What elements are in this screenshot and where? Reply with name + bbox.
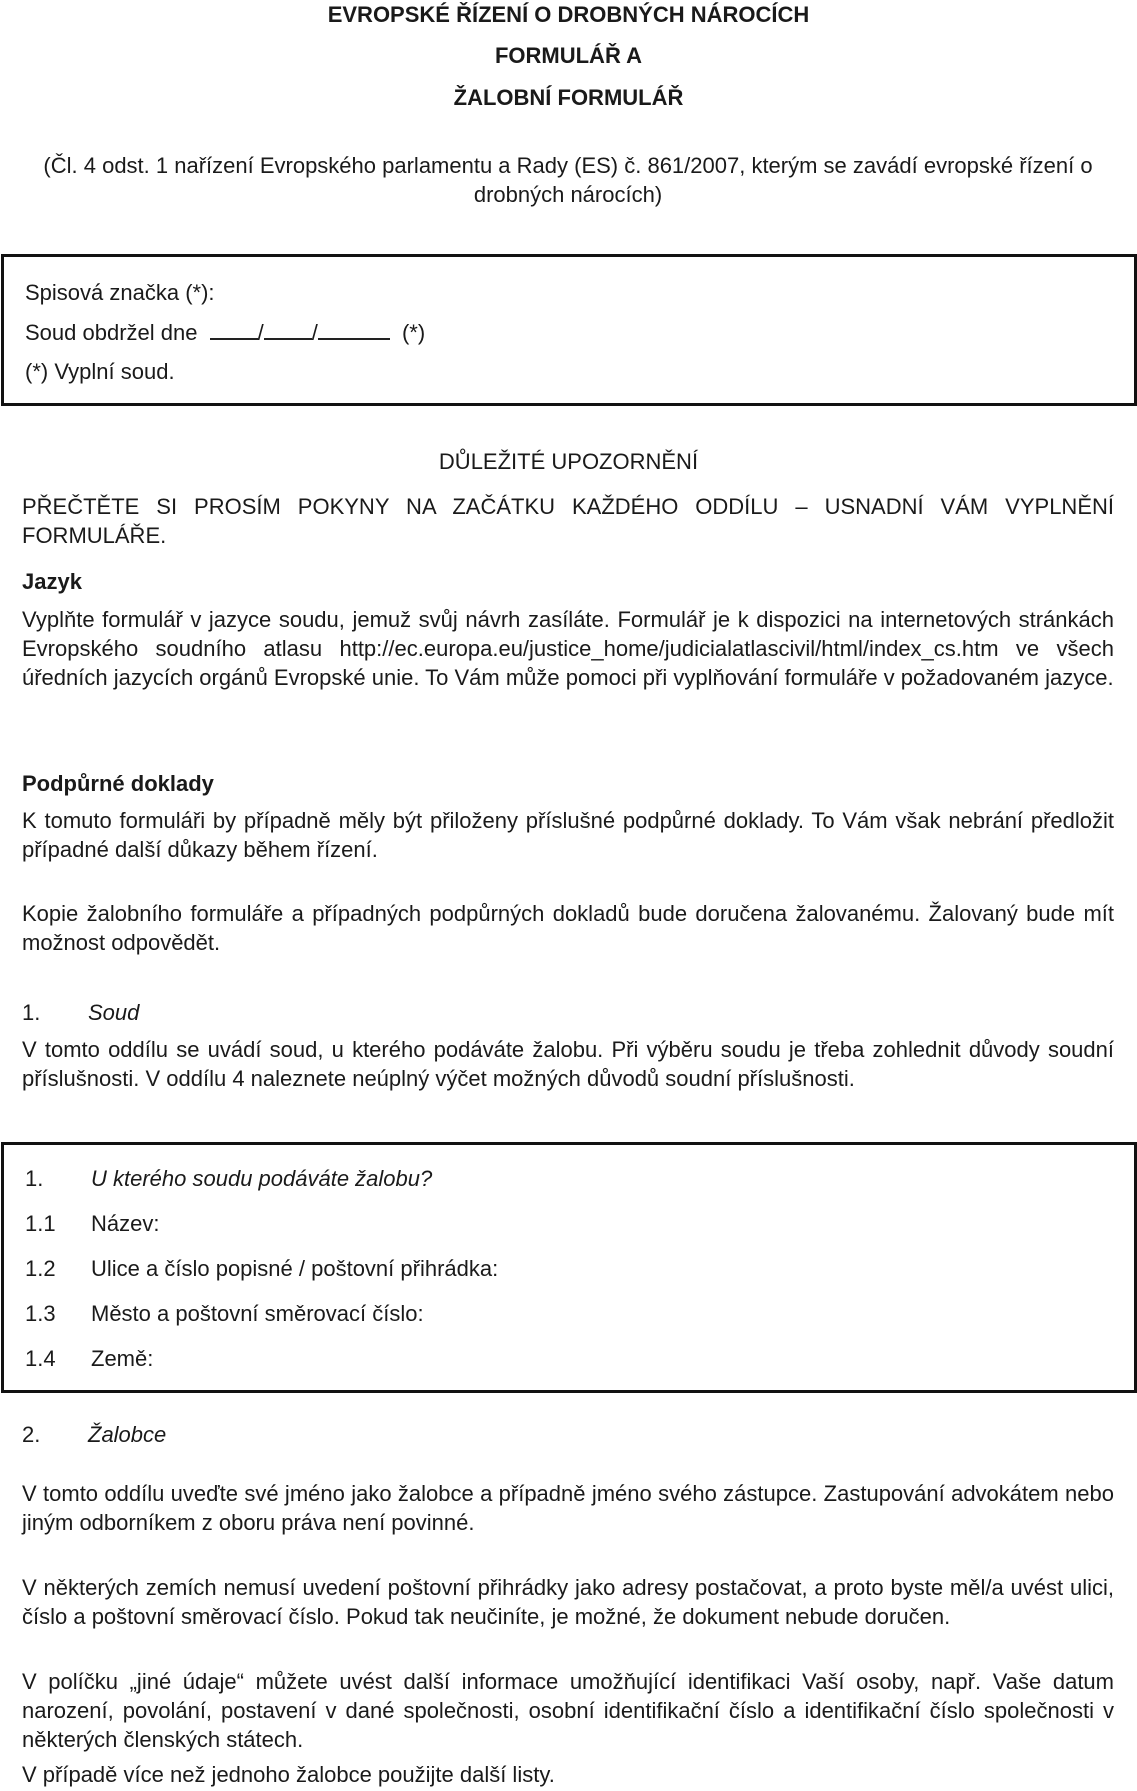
section1-number: 1. <box>22 1000 41 1025</box>
notice-text: PŘEČTĚTE SI PROSÍM POKYNY NA ZAČÁTKU KAŽDÉHO ODDÍLU – USNADNÍ VÁM VYPLNĚNÍ FORMULÁŘE. <box>22 494 1114 548</box>
case-number-label: Spisová značka (*): <box>25 280 215 305</box>
court-field-street-label: Ulice a číslo popisné / poštovní přihrádka: <box>91 1256 499 1281</box>
section2-para3: V políčku „jiné údaje“ můžete uvést další informace umožňující identifikaci Vaší osoby, např. Vaše datum narození, povolání, postavení v dané společnosti, osobní identifikační číslo a identifikační číslo společnosti v některých členských státech. <box>22 1669 1114 1752</box>
received-month-blank <box>264 318 312 340</box>
supporting-docs-para2: Kopie žalobního formuláře a případných podpůrných dokladů bude doručena žalovanému. Žalovaný bude mít možnost odpovědět. <box>22 901 1114 955</box>
received-day-blank <box>210 318 258 340</box>
received-date-line <box>25 318 425 347</box>
section2-para4: V případě více než jednoho žalobce použijte další listy. <box>22 1762 555 1787</box>
court-question-number: 1. <box>25 1166 44 1191</box>
received-suffix: (*) <box>401 320 426 345</box>
section1-title: Soud <box>88 1000 140 1025</box>
section2-number: 2. <box>22 1422 41 1447</box>
court-field-country-label: Země: <box>91 1346 154 1371</box>
language-text: Vyplňte formulář v jazyce soudu, jemuž svůj návrh zasíláte. Formulář je k dispozici na internetových stránkách Evropského soudního atlasu http://ec.europa.eu/justice_home/judicialatlascivil/html/index_cs.htm ve všech úředních jazycích orgánů Evropské unie. To Vám může pomoci při vyplňování formuláře v požadovaném jazyce. <box>22 607 1114 690</box>
language-heading: Jazyk <box>22 569 82 594</box>
form-title-line2: FORMULÁŘ A <box>494 43 643 68</box>
received-prefix: Soud obdržel dne <box>25 320 198 345</box>
date-separator-2: / <box>311 320 318 345</box>
court-field-country[interactable] <box>25 1345 153 1373</box>
section1-text: V tomto oddílu se uvádí soud, u kterého podáváte žalobu. Při výběru soudu je třeba zohlednit důvody soudní příslušnosti. V oddílu 4 naleznete neúplný výčet možných důvodů soudní příslušnosti. <box>22 1037 1114 1091</box>
court-field-name[interactable] <box>25 1210 159 1238</box>
court-fill-note: (*) Vyplní soud. <box>25 359 175 384</box>
court-details-box <box>1 1142 1137 1393</box>
court-field-street[interactable] <box>25 1255 498 1283</box>
court-use-box <box>1 254 1137 406</box>
section2-para2: V některých zemích nemusí uvedení poštovní přihrádky jako adresy postačovat, a proto byste měl/a uvést ulici, číslo a poštovní směrovací číslo. Pokud tak neučiníte, je možné, že dokument nebude doručen. <box>22 1575 1114 1629</box>
court-question <box>25 1165 432 1193</box>
court-field-street-number: 1.2 <box>25 1256 56 1281</box>
section2-para1: V tomto oddílu uveďte své jméno jako žalobce a případně jméno svého zástupce. Zastupování advokátem nebo jiným odborníkem z oboru práva není povinné. <box>22 1481 1114 1535</box>
form-title-line3: ŽALOBNÍ FORMULÁŘ <box>453 85 684 110</box>
court-field-name-label: Název: <box>91 1211 160 1236</box>
section1-heading <box>22 998 139 1027</box>
court-field-city[interactable] <box>25 1300 424 1328</box>
supporting-docs-para1: K tomuto formuláři by případně měly být přiloženy příslušné podpůrné doklady. To Vám však nebrání předložit případné další důkazy během řízení. <box>22 808 1114 862</box>
notice-heading: DŮLEŽITÉ UPOZORNĚNÍ <box>438 449 699 474</box>
legal-basis-subtitle: (Čl. 4 odst. 1 nařízení Evropského parlamentu a Rady (ES) č. 861/2007, kterým se zavádí evropské řízení o drobných nárocích) <box>43 153 1093 207</box>
received-year-blank <box>318 318 390 340</box>
section2-title: Žalobce <box>88 1422 167 1447</box>
section2-heading <box>22 1420 166 1449</box>
form-title-line1: EVROPSKÉ ŘÍZENÍ O DROBNÝCH NÁROCÍCH <box>327 2 810 27</box>
date-separator-1: / <box>257 320 264 345</box>
supporting-docs-heading: Podpůrné doklady <box>22 771 214 796</box>
court-field-name-number: 1.1 <box>25 1211 56 1236</box>
court-field-country-number: 1.4 <box>25 1346 56 1371</box>
court-field-city-number: 1.3 <box>25 1301 56 1326</box>
court-question-text: U kterého soudu podáváte žalobu? <box>91 1166 433 1191</box>
court-field-city-label: Město a poštovní směrovací číslo: <box>91 1301 424 1326</box>
